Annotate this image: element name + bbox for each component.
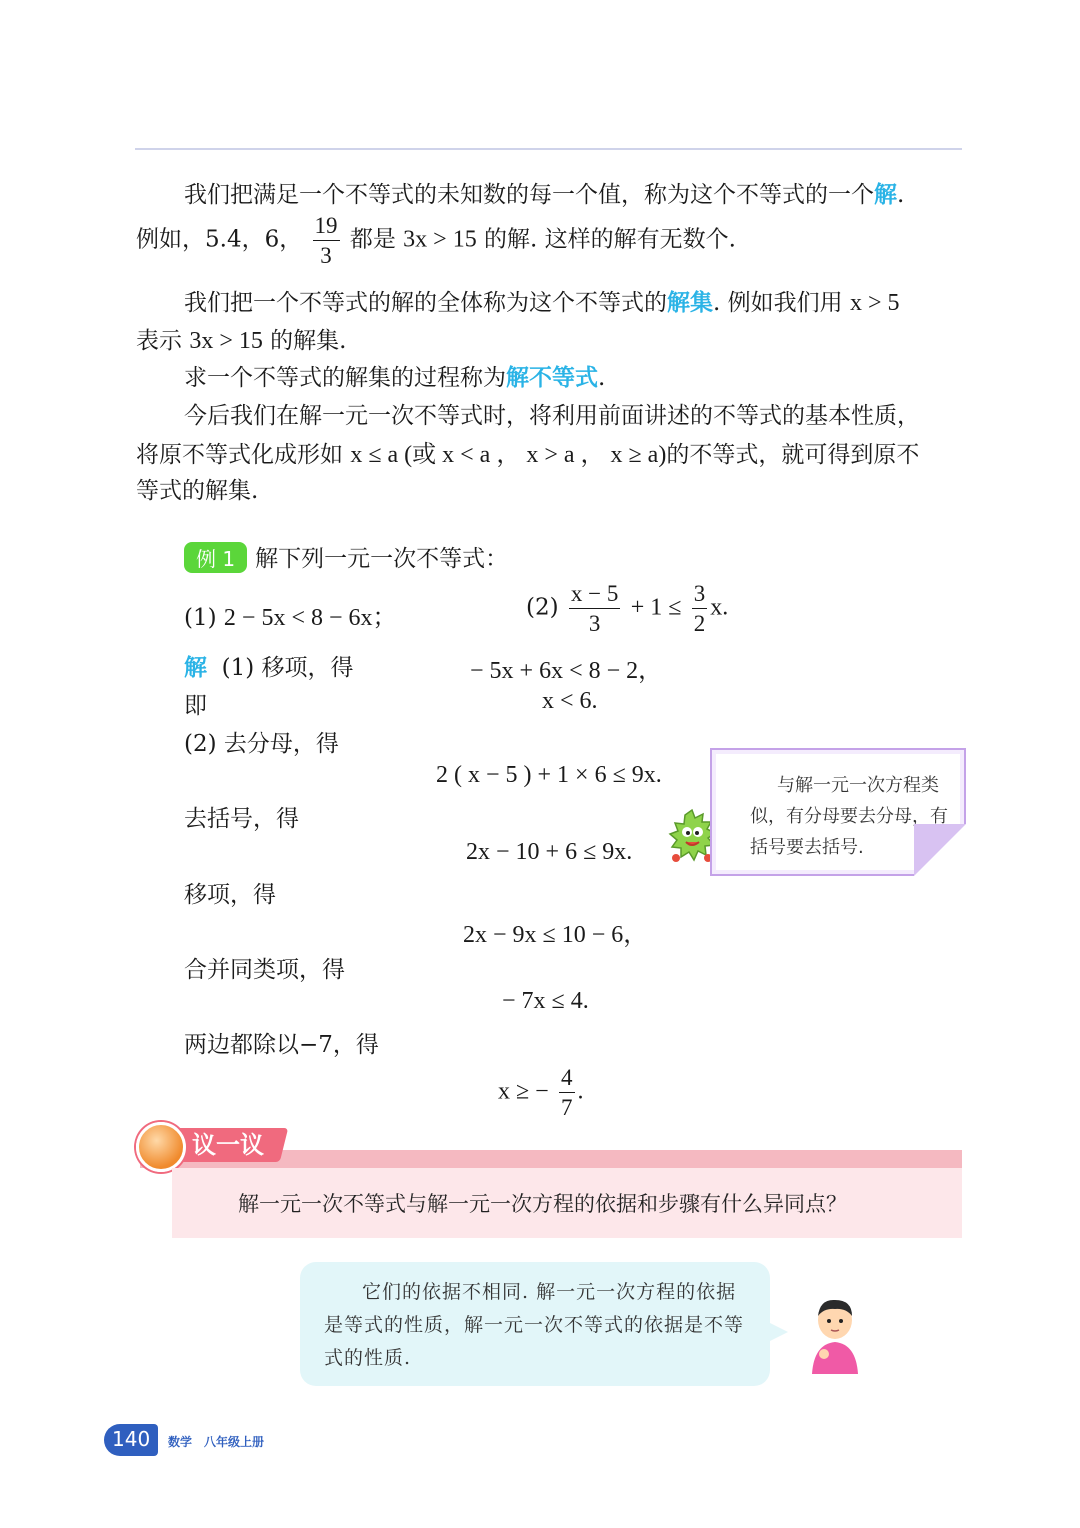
para3 — [184, 359, 605, 392]
term-solution: 解 — [874, 182, 897, 208]
text: 例如，5.4，6， — [136, 226, 303, 253]
fraction: $\frac{x - 5}{3}$ — [570, 581, 619, 636]
problem-2 — [526, 582, 728, 635]
solution-step-6: 合并同类项，得 — [184, 957, 345, 983]
side-note — [710, 748, 966, 876]
solution-step-2: 即 — [184, 693, 207, 719]
math-line-2: x < 6. — [542, 688, 598, 714]
side-note-text: 与解一元一次方程类似，有分母要去分母，有括号要去括号. — [750, 775, 948, 858]
para2-line2 — [136, 322, 346, 355]
book-title: 数学 八年级上册 — [168, 1435, 265, 1449]
page-number: 140 — [104, 1424, 158, 1456]
term-solving-inequality: 解不等式 — [506, 365, 598, 391]
text: (1) 移项，得 — [221, 655, 354, 681]
answer-text: 它们的依据不相同. 解一元一次方程的依据是等式的性质，解一元一次不等式的依据是不等式的性质. — [324, 1281, 745, 1369]
text: . 例如我们用 — [713, 290, 843, 316]
fraction: $\frac{4}{7}$ — [561, 1065, 573, 1120]
example-heading — [184, 540, 508, 573]
page-fold — [914, 824, 966, 876]
inequality: x > 5 — [849, 290, 900, 316]
label: (2) — [526, 594, 559, 621]
text: 的不等式，就可得到原不 — [666, 442, 920, 468]
para1-line1 — [184, 176, 904, 209]
text: . — [897, 182, 905, 208]
text: . — [598, 365, 606, 391]
fraction: $\frac{19}{3}$ — [314, 213, 338, 268]
answer-bubble — [300, 1262, 770, 1386]
math: + 1 ≤ — [630, 594, 682, 621]
inequality-forms: x ≤ a (或 x < a ， x > a ， x ≥ a) — [350, 442, 667, 468]
math-line-6: − 7x ≤ 4. — [502, 988, 589, 1014]
inequality: 3x > 15 — [403, 226, 477, 253]
solution-step-5: 移项，得 — [184, 882, 276, 908]
math: . — [577, 1078, 584, 1105]
para1-line2 — [136, 214, 736, 267]
math-line-5: 2x − 9x ≤ 10 − 6， — [463, 922, 648, 948]
solution-step-4: 去括号，得 — [184, 806, 299, 832]
inequality: 3x > 15 — [189, 328, 263, 354]
math-line-7 — [498, 1066, 584, 1119]
label: (1) — [184, 605, 217, 631]
text: 将原不等式化成形如 — [136, 442, 343, 468]
discuss-box — [172, 1168, 962, 1238]
discuss-tag-label: 议一议 — [192, 1131, 264, 1159]
math-line-3: 2 ( x − 5 ) + 1 × 6 ≤ 9x. — [436, 762, 662, 788]
solution-step-1 — [184, 649, 354, 682]
example-title: 解下列一元一次不等式： — [255, 546, 509, 572]
solution-step-3: (2) 去分母，得 — [184, 731, 339, 757]
math: x ≥ − — [498, 1078, 549, 1105]
student-avatar-icon — [800, 1296, 870, 1376]
inequality: 2 − 5x < 8 − 6x； — [223, 605, 397, 631]
solution-label: 解 — [184, 655, 207, 681]
term-solution-set: 解集 — [667, 290, 713, 316]
solution-step-7: 两边都除以−7，得 — [184, 1032, 379, 1058]
text: 都是 — [349, 226, 396, 253]
math: x. — [710, 594, 729, 621]
text: 求一个不等式的解集的过程称为 — [184, 365, 506, 391]
text: 我们把满足一个不等式的未知数的每一个值，称为这个不等式的一个 — [184, 182, 874, 208]
para4-line2 — [136, 434, 919, 469]
text: 表示 — [136, 328, 182, 354]
header-rule — [135, 148, 962, 150]
discussion-people-icon — [136, 1122, 186, 1172]
text: 的解. 这样的解有无数个. — [484, 226, 736, 253]
text: 我们把一个不等式的解的全体称为这个不等式的 — [184, 290, 667, 316]
para4-line1: 今后我们在解一元一次不等式时，将利用前面讲述的不等式的基本性质， — [184, 403, 920, 429]
discuss-question: 解一元一次不等式与解一元一次方程的依据和步骤有什么异同点？ — [238, 1192, 847, 1216]
fraction: $\frac{3}{2}$ — [693, 581, 706, 636]
math-line-1: − 5x + 6x < 8 − 2， — [470, 658, 663, 684]
math-line-4: 2x − 10 + 6 ≤ 9x. — [466, 839, 633, 865]
example-badge: 例 1 — [184, 542, 247, 573]
para2-line1 — [184, 284, 899, 317]
bubble-tail — [768, 1322, 788, 1342]
problem-1 — [184, 597, 397, 632]
text: 的解集. — [270, 328, 347, 354]
para4-line3: 等式的解集. — [136, 478, 259, 504]
